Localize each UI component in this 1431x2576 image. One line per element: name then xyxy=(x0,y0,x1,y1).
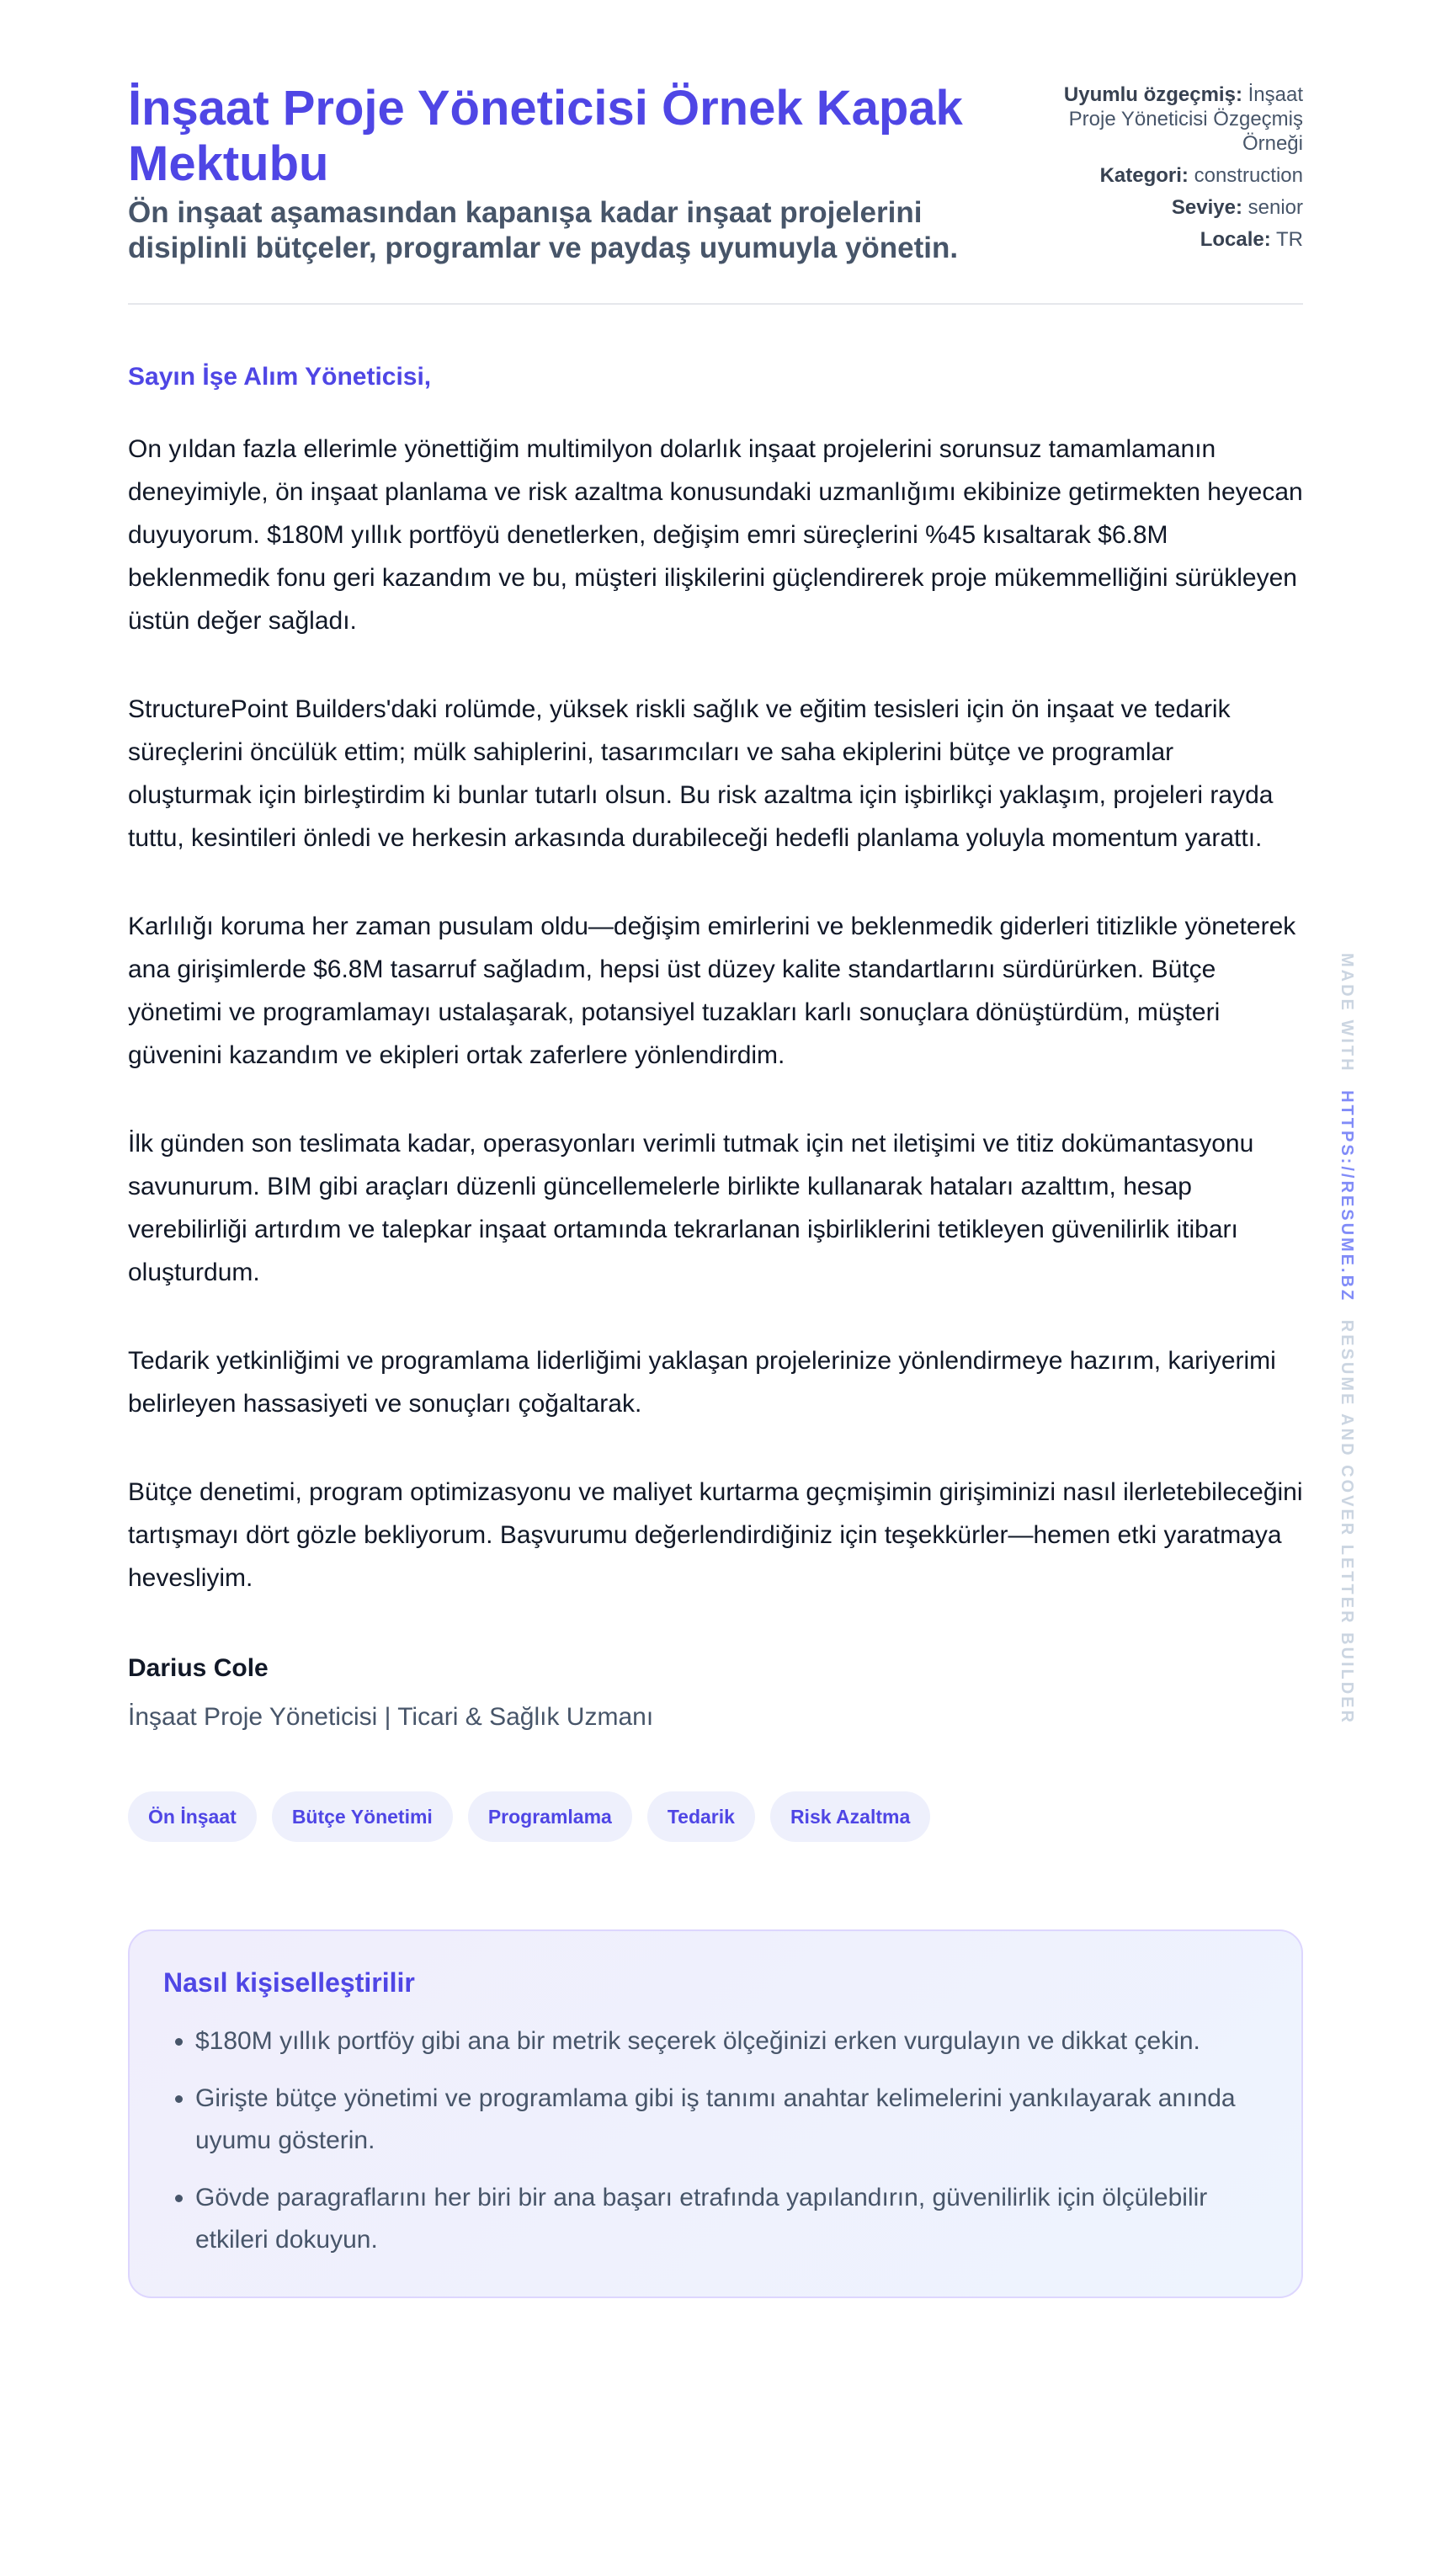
page-title: İnşaat Proje Yöneticisi Örnek Kapak Mektubu xyxy=(128,81,963,191)
meta-level xyxy=(1034,195,1303,220)
tip-item: • $180M yıllık portföy gibi ana bir metrik seçerek ölçeğinizi erken vurgulayın ve dikkat çekin. xyxy=(195,2020,1268,2062)
meta-category-label: Kategori: xyxy=(1099,164,1189,187)
meta-locale xyxy=(1034,227,1303,252)
tip-item: • Girişte bütçe yönetimi ve programlama gibi iş tanımı anahtar kelimelerini yankılayarak anında uyumu gösterin. xyxy=(195,2078,1268,2162)
meta-locale-value: TR xyxy=(1276,228,1303,251)
skill-tag: Risk Azaltma xyxy=(770,1791,930,1842)
letter-body xyxy=(128,428,1303,1599)
meta-panel xyxy=(1034,81,1303,259)
watermark xyxy=(1337,953,1357,1725)
letter-paragraph: On yıldan fazla ellerimle yönettiğim multimilyon dolarlık inşaat projelerini sorunsuz tamamlamanın deneyimiyle, ön inşaat planlama ve risk azaltma konusundaki uzmanlığımı ekibinize getirmekten heyecan duyuyorum. $180M yıllık portföyü denetlerken, değişim emri süreçlerini %45 kısaltarak $6.8M beklenmedik fonu geri kazandım ve bu, müşteri ilişkilerini güçlendirerek proje mükemmelliğini sürükleyen üstün değer sağladı. xyxy=(128,435,1303,635)
skill-tag: Ön İnşaat xyxy=(128,1791,257,1842)
skill-tag: Programlama xyxy=(468,1791,632,1842)
skill-tag: Tedarik xyxy=(647,1791,755,1842)
salutation: Sayın İşe Alım Yöneticisi, xyxy=(128,363,432,391)
letter-paragraph: StructurePoint Builders'daki rolümde, yüksek riskli sağlık ve eğitim tesisleri için ön inşaat ve tedarik süreçlerini öncülük ettim; mülk sahiplerini, tasarımcıları ve saha ekiplerini bütçe ve programlar oluşturmak için birleştirdim ki bunlar tutarlı olsun. Bu risk azaltma için işbirlikçi yaklaşım, projeleri rayda tuttu, kesintileri önledi ve herkesin arkasında durabileceği hedefli planlama yoluyla momentum yarattı. xyxy=(128,695,1274,852)
skill-tag: Bütçe Yönetimi xyxy=(272,1791,453,1842)
header xyxy=(128,81,1303,305)
meta-resume-label: Uyumlu özgeçmiş: xyxy=(1063,83,1242,106)
watermark-url[interactable]: HTTPS://RESUME.BZ xyxy=(1338,1090,1356,1303)
meta-level-label: Seviye: xyxy=(1171,196,1242,219)
letter-paragraph: Bütçe denetimi, program optimizasyonu ve maliyet kurtarma geçmişimin girişiminizi nasıl ilerletebileceğini tartışmayı dört gözle bekliyorum. Başvurumu değerlendirdiğiniz için teşekkürler—hemen etki yaratmaya hevesliyim. xyxy=(128,1478,1303,1592)
meta-resume xyxy=(1034,82,1303,156)
meta-resume-value: İnşaat Proje Yöneticisi Özgeçmiş Örneği xyxy=(1068,83,1303,155)
signature-title: İnşaat Proje Yöneticisi | Ticari & Sağlık Uzmanı xyxy=(128,1703,654,1731)
cover-letter-page xyxy=(128,81,1303,2298)
tip-item: • Gövde paragraflarını her biri bir ana başarı etrafında yapılandırın, güvenilirlik için ölçülebilir etkileri dokuyun. xyxy=(195,2177,1268,2261)
personalization-tips-box xyxy=(128,1929,1303,2298)
tips-list xyxy=(163,2020,1268,2261)
letter-paragraph: Karlılığı koruma her zaman pusulam oldu—değişim emirlerini ve beklenmedik giderleri titizlikle yöneterek ana girişimlerde $6.8M tasarruf sağladım, hepsi üst düzey kalite standartlarını sürdürürken. Bütçe yönetimi ve programlamayı ustalaşarak, potansiyel tuzakları karlı sonuçlara dönüştürdüm, müşteri güvenini kazandım ve ekipleri ortak zaferlere yönlendirdim. xyxy=(128,913,1296,1069)
watermark-prefix: MADE WITH xyxy=(1338,953,1356,1073)
meta-category-value: construction xyxy=(1194,164,1303,187)
page-subtitle: Ön inşaat aşamasından kapanışa kadar inşaat projelerini disiplinli bütçeler, programlar ve paydaş uyumuyla yönetin. xyxy=(128,196,959,264)
signature-name: Darius Cole xyxy=(128,1654,269,1682)
skill-tags xyxy=(128,1791,1303,1842)
header-left xyxy=(128,81,978,266)
tips-title: Nasıl kişiselleştirilir xyxy=(163,1967,415,1998)
letter-paragraph: Tedarik yetkinliğimi ve programlama liderliğimi yaklaşan projelerinize yönlendirmeye hazırım, kariyerimi belirleyen hassasiyeti ve sonuçları çoğaltarak. xyxy=(128,1347,1276,1418)
watermark-suffix: RESUME AND COVER LETTER BUILDER xyxy=(1338,1319,1356,1725)
meta-locale-label: Locale: xyxy=(1200,228,1271,251)
letter-paragraph: İlk günden son teslimata kadar, operasyonları verimli tutmak için net iletişimi ve titiz dokümantasyonu savunurum. BIM gibi araçları düzenli güncellemelerle birlikte kullanarak hataları azalttım, hesap verebilirliği artırdım ve talepkar inşaat ortamında tekrarlanan işbirliklerini tetikleyen güvenilirlik itibarı oluşturdum. xyxy=(128,1130,1254,1286)
meta-category xyxy=(1034,163,1303,188)
meta-level-value: senior xyxy=(1247,196,1303,219)
